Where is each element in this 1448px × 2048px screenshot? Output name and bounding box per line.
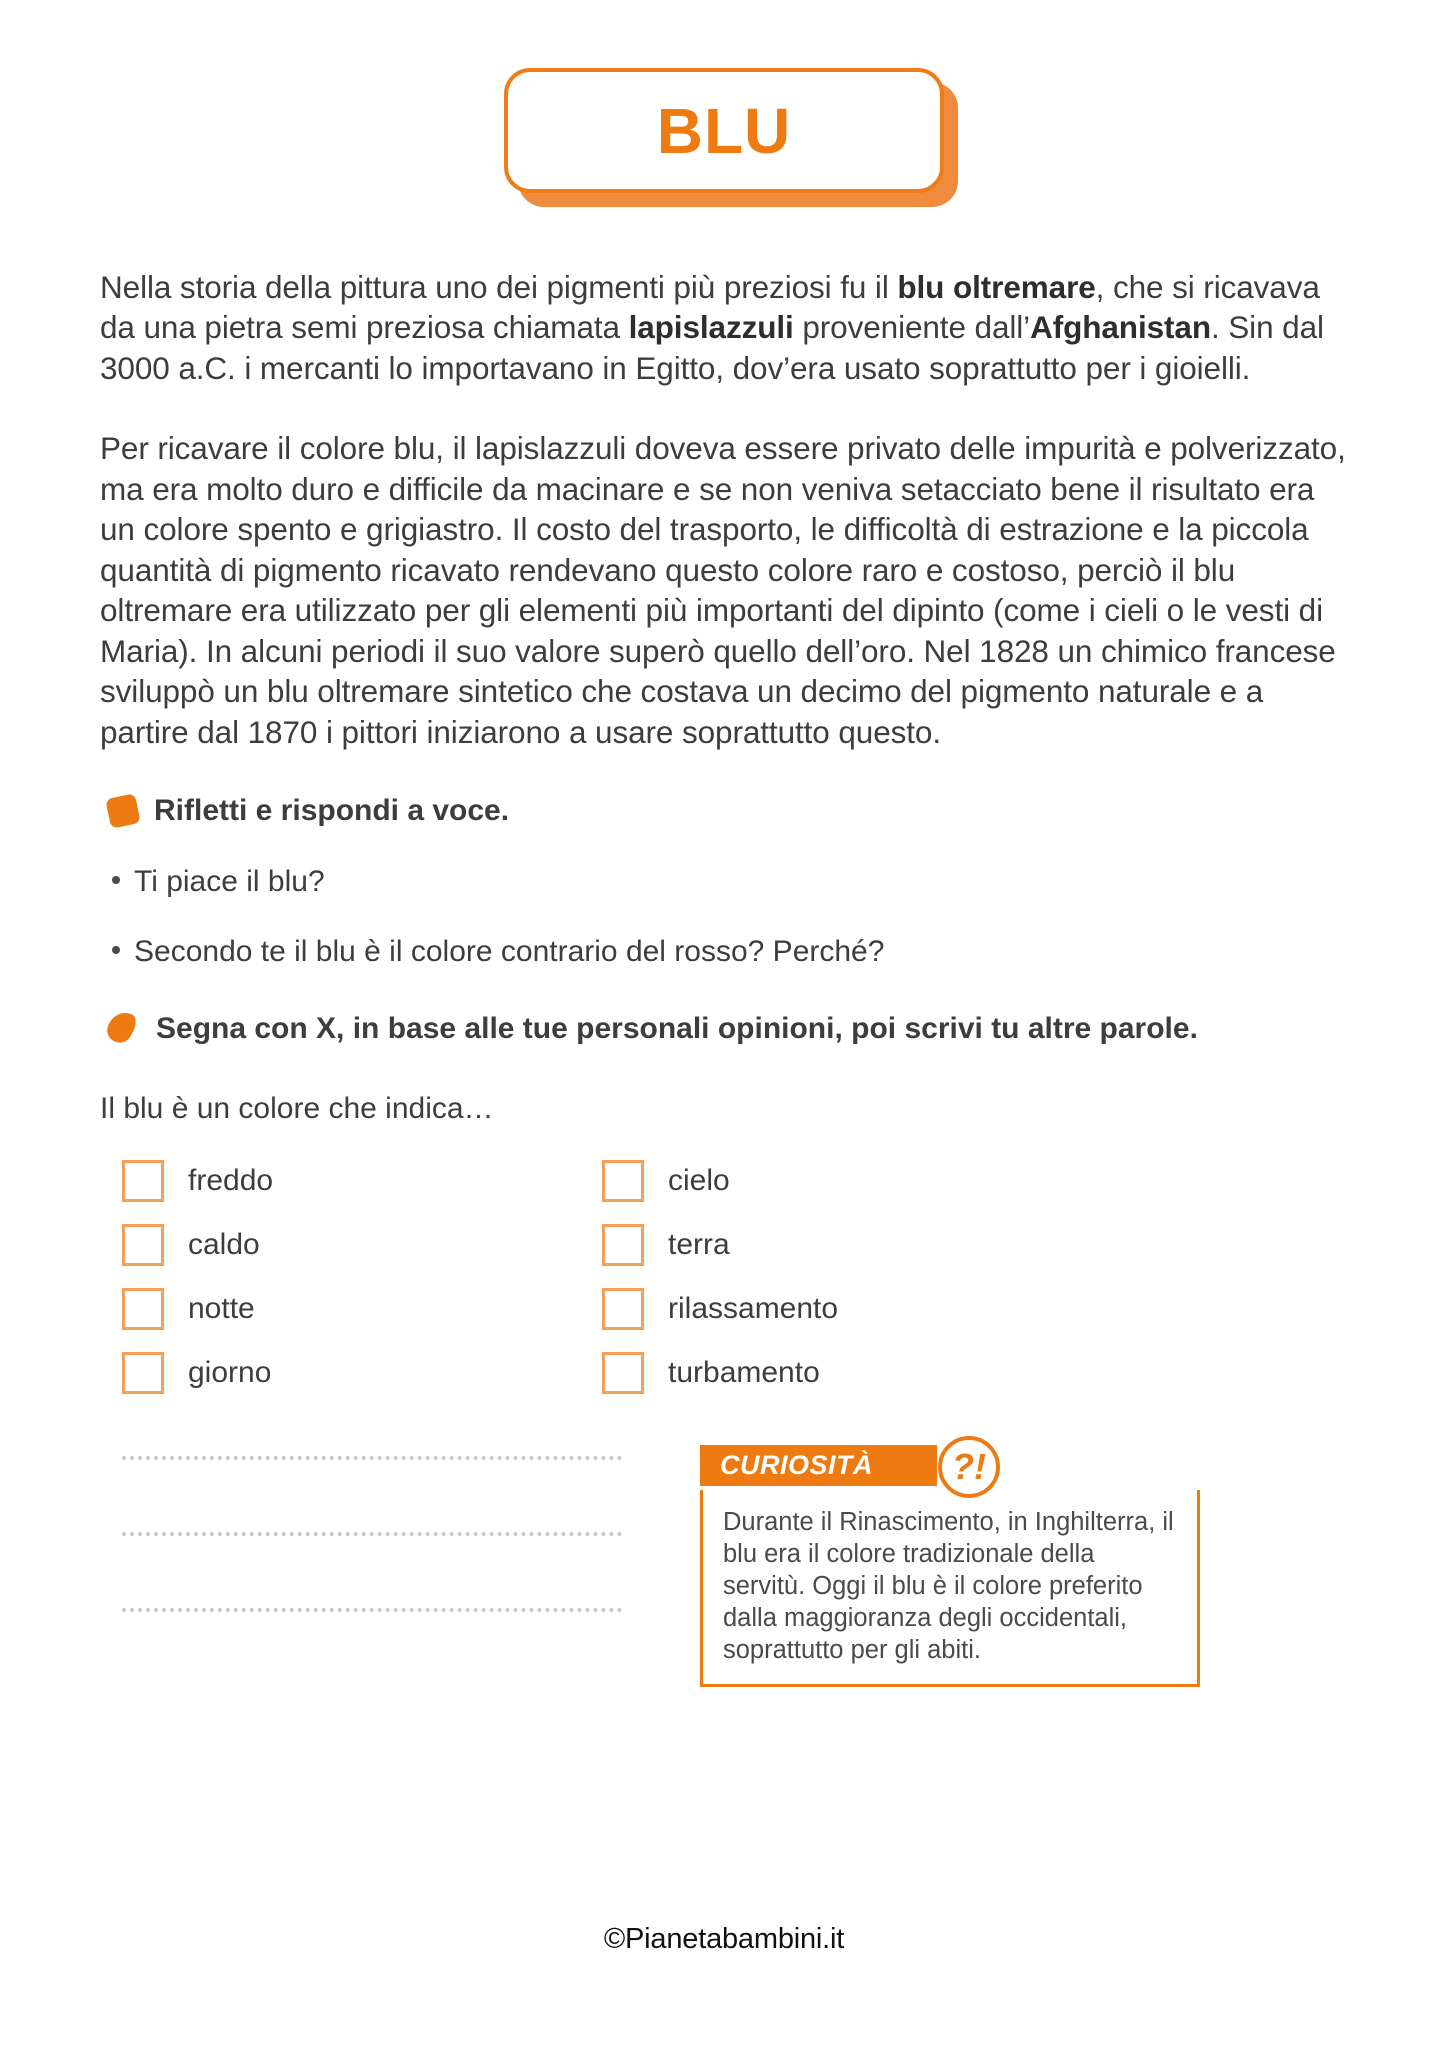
footer-credit: ©Pianetabambini.it xyxy=(603,1923,845,1955)
question-item xyxy=(100,864,1348,900)
instruction-segna xyxy=(100,1008,1348,1048)
checkbox-label: caldo xyxy=(188,1227,260,1261)
checkbox-grid xyxy=(100,1160,1348,1394)
question-2-text: Secondo te il blu è il colore contrario del rosso? Perché? xyxy=(134,934,885,968)
p2-run-0: Per ricavare il colore blu, il lapislazzuli doveva essere privato delle impurità e polverizzato, ma era molto duro e difficile da macinare e se non veniva setacciato bene il risultato era un colore spento e grigiastro. Il costo del trasporto, le difficoltà di estrazione e la piccola quantità di pigmento ricavato rendevano questo colore raro e costoso, perciò il blu oltremare era utilizzato per gli elementi più importanti del dipinto (come i cieli o le vesti di Maria). In alcuni periodi il suo valore superò quello dell’oro. Nel 1828 un chimico francese sviluppò un blu oltremare sintetico che costava un decimo del pigmento naturale e a partire dal 1870 i pittori iniziarono a usare soprattutto questo. xyxy=(100,430,1346,750)
checkbox-box[interactable] xyxy=(122,1288,164,1330)
checkbox-item-freddo[interactable] xyxy=(122,1160,580,1202)
p1-run-2: , che si ricavava da una pietra semi preziosa chiamata xyxy=(100,269,1320,346)
instruction-1-label: Rifletti e rispondi a voce. xyxy=(154,794,510,828)
checkbox-box[interactable] xyxy=(602,1224,644,1266)
rounded-triangle-icon xyxy=(104,1012,140,1046)
question-exclamation-icon: ?! xyxy=(938,1436,1000,1498)
checkbox-label: cielo xyxy=(668,1163,730,1197)
checkbox-label: freddo xyxy=(188,1163,274,1197)
question-item xyxy=(100,934,1348,970)
checkbox-item-cielo[interactable] xyxy=(602,1160,1060,1202)
p1-run-4: proveniente dall’ xyxy=(793,309,1031,346)
checkbox-label: giorno xyxy=(188,1355,272,1389)
writing-line[interactable] xyxy=(122,1456,622,1460)
title-box xyxy=(504,68,944,193)
paragraph-2 xyxy=(100,428,1348,752)
checkbox-label: terra xyxy=(668,1227,730,1261)
page-title: BLU xyxy=(656,94,792,167)
instruction-rifletti xyxy=(100,790,1348,830)
title-face xyxy=(504,68,944,193)
checkbox-box[interactable] xyxy=(602,1288,644,1330)
checkbox-box[interactable] xyxy=(122,1160,164,1202)
instruction-2-label: Segna con X, in base alle tue personali opinioni, poi scrivi tu altre parole. xyxy=(156,1011,1198,1045)
checkbox-item-caldo[interactable] xyxy=(122,1224,580,1266)
p1-run-5: Afghanistan xyxy=(1030,309,1211,346)
paragraph-1 xyxy=(100,267,1348,388)
checkbox-item-terra[interactable] xyxy=(602,1224,1060,1266)
checkbox-box[interactable] xyxy=(122,1224,164,1266)
question-1-text: Ti piace il blu? xyxy=(134,864,325,898)
checkbox-column-left xyxy=(100,1160,580,1394)
checkbox-label: notte xyxy=(188,1291,255,1325)
checkbox-label: turbamento xyxy=(668,1355,820,1389)
curiosity-box xyxy=(700,1442,1200,1688)
p1-run-0: Nella storia della pittura uno dei pigmenti più preziosi fu il xyxy=(100,269,898,305)
title-section xyxy=(100,0,1348,193)
checkbox-box[interactable] xyxy=(122,1352,164,1394)
bullet-icon xyxy=(112,876,120,884)
bullet-icon xyxy=(112,946,120,954)
curiosity-header xyxy=(700,1442,1200,1490)
checkbox-column-right xyxy=(580,1160,1060,1394)
checkbox-item-rilassamento[interactable] xyxy=(602,1288,1060,1330)
writing-lines xyxy=(100,1442,690,1688)
checkbox-box[interactable] xyxy=(602,1352,644,1394)
checkbox-item-giorno[interactable] xyxy=(122,1352,580,1394)
p1-run-6: . Sin dal 3000 a.C. i mercanti lo importavano in Egitto, dov’era usato soprattutto per i gioielli. xyxy=(100,309,1324,386)
writing-line[interactable] xyxy=(122,1608,622,1612)
checkbox-item-notte[interactable] xyxy=(122,1288,580,1330)
checkbox-box[interactable] xyxy=(602,1160,644,1202)
checkbox-label: rilassamento xyxy=(668,1291,839,1325)
prompt-text: Il blu è un colore che indica… xyxy=(100,1091,494,1125)
p1-run-3: lapislazzuli xyxy=(628,309,794,346)
bottom-area xyxy=(100,1442,1348,1688)
rounded-square-icon xyxy=(105,793,141,829)
curiosity-label: CURIOSITÀ xyxy=(700,1445,937,1486)
p1-run-1: blu oltremare xyxy=(897,269,1096,305)
curiosity-text: Durante il Rinascimento, in Inghilterra, il blu era il colore tradizionale della servitù. Oggi il blu è il colore preferito dalla maggioranza degli occidentali, soprattutto per gli abiti. xyxy=(700,1490,1200,1688)
writing-line[interactable] xyxy=(122,1532,622,1536)
checkbox-item-turbamento[interactable] xyxy=(602,1352,1060,1394)
